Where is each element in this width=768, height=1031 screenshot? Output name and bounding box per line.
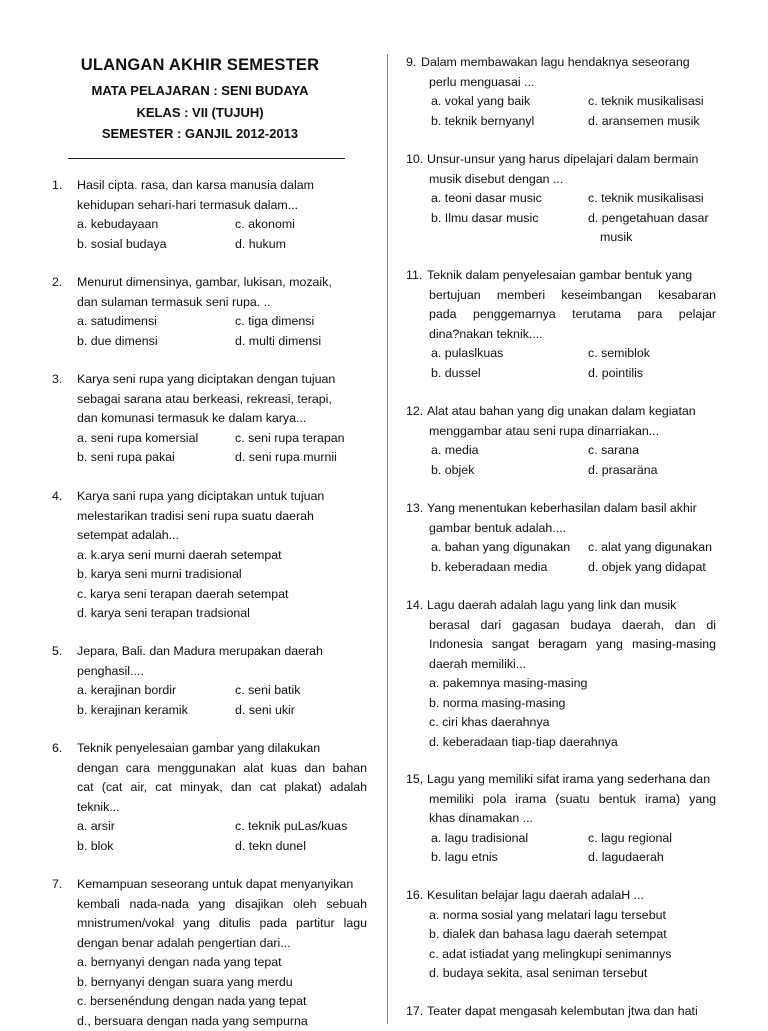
question-text: memiliki pola irama (suatu bentuk irama) yang: [406, 790, 716, 810]
answer-option[interactable]: c. sarana: [588, 441, 639, 461]
question-item: [406, 53, 716, 131]
question-number: 2.: [52, 273, 62, 293]
answer-options: [406, 538, 716, 577]
question-text: cat (cat air, cat minyak, dan cat plakat) adalah: [52, 778, 367, 798]
question-text: gambar bentuk adalah....: [406, 519, 716, 539]
question-line: [406, 713, 716, 733]
answer-option-continuation: musik: [406, 228, 716, 248]
question-text: teknik...: [52, 798, 367, 818]
question-text: a. k.arya seni murni daerah setempat: [52, 546, 367, 566]
answer-option[interactable]: b. blok: [77, 837, 114, 857]
answer-option[interactable]: c. alat yang digunakan: [588, 538, 712, 558]
answer-options: [406, 829, 716, 868]
question-line: [406, 305, 716, 325]
answer-option[interactable]: d. seni rupa murnii: [235, 448, 337, 468]
answer-option[interactable]: d. objek yang didapat: [588, 558, 706, 578]
question-line: [52, 739, 367, 759]
question-text: Menurut dimensinya, gambar, lukisan, mozaik,: [52, 273, 367, 293]
question-number: 17.: [406, 1002, 423, 1022]
answer-options: [52, 681, 367, 720]
question-text: dengan cara menggunakan alat kuas dan bahan: [52, 759, 367, 779]
question-number: 9.: [406, 53, 416, 73]
answer-option[interactable]: d. aransemen musik: [588, 112, 700, 132]
question-text: d. karya seni terapan tradsional: [52, 604, 367, 624]
question-text: sebagai sarana atau berkeasi, rekreasi, terapi,: [52, 390, 367, 410]
question-line: [52, 565, 367, 585]
question-text: bertujuan memberi keseimbangan kesabaran: [406, 286, 716, 306]
question-line: [52, 798, 367, 818]
question-line: [52, 273, 367, 293]
question-text: penghasil....: [52, 662, 367, 682]
question-line: [406, 402, 716, 422]
question-line: [52, 973, 367, 993]
answer-option[interactable]: a. media: [431, 441, 479, 461]
answer-options: [406, 344, 716, 383]
question-line: [406, 616, 716, 636]
question-line: [52, 526, 367, 546]
answer-option[interactable]: a. kerajinan bordir: [77, 681, 176, 701]
answer-option[interactable]: a. pulaslkuas: [431, 344, 503, 364]
question-line: [52, 875, 367, 895]
question-line: [406, 809, 716, 829]
question-line: [406, 73, 716, 93]
question-text: Teknik dalam penyelesaian gambar bentuk yang: [406, 266, 716, 286]
question-text: musik disebut dengan ...: [406, 170, 716, 190]
answer-option[interactable]: b. dussel: [431, 364, 481, 384]
answer-option[interactable]: d. seni ukir: [235, 701, 295, 721]
question-text: dengan benar adalah pengertian dari...: [52, 934, 367, 954]
question-item: [52, 370, 367, 468]
answer-option[interactable]: d. pengetahuan dasar: [588, 209, 709, 229]
question-line: [52, 778, 367, 798]
question-text: b. karya seni murni tradisional: [52, 565, 367, 585]
answer-option[interactable]: b. sosial budaya: [77, 235, 167, 255]
question-text: perlu menguasai ...: [406, 73, 716, 93]
question-line: [406, 266, 716, 286]
question-text: d. keberadaan tiap-tiap daerahnya: [406, 733, 716, 753]
question-text: Indonesia sangat beragam yang masing-masing: [406, 635, 716, 655]
answer-option[interactable]: c. teknik musikalisasi: [588, 92, 704, 112]
question-text: Unsur-unsur yang harus dipelajari dalam bermain: [406, 150, 716, 170]
question-line: [52, 992, 367, 1012]
answer-option[interactable]: a. lagu tradisional: [431, 829, 528, 849]
question-text: Lagu yang memiliki sifat irama yang sederhana dan: [406, 770, 716, 790]
answer-options: [52, 215, 367, 254]
question-line: [52, 914, 367, 934]
question-text: Kesulitan belajar lagu daerah adalaH ...: [406, 886, 716, 906]
answer-option[interactable]: a. satudimensi: [77, 312, 157, 332]
question-line: [406, 770, 716, 790]
question-line: [406, 925, 716, 945]
question-line: [52, 176, 367, 196]
answer-option[interactable]: b. objek: [431, 461, 474, 481]
question-text: c. bersenéndung dengan nada yang tepat: [52, 992, 367, 1012]
question-text: c. karya seni terapan daerah setempat: [52, 585, 367, 605]
question-number: 13.: [406, 499, 423, 519]
question-text: kehidupan sehari-hari termasuk dalam...: [52, 196, 367, 216]
question-line: [52, 370, 367, 390]
question-number: 5.: [52, 642, 62, 662]
question-line: [52, 759, 367, 779]
question-text: Yang menentukan keberhasilan dalam basil akhir: [406, 499, 716, 519]
question-text: dan sulaman termasuk seni rupa. ..: [52, 293, 367, 313]
question-text: Jepara, Bali. dan Madura merupakan daerah: [52, 642, 367, 662]
question-line: [406, 422, 716, 442]
question-line: [406, 886, 716, 906]
answer-option[interactable]: b. teknik bernyanyl: [431, 112, 534, 132]
question-text: Karya seni rupa yang diciptakan dengan tujuan: [52, 370, 367, 390]
question-line: [52, 662, 367, 682]
question-line: [52, 487, 367, 507]
question-text: d. budaya sekita, asal seniman tersebut: [406, 964, 716, 984]
question-line: [52, 934, 367, 954]
question-text: b. bernyanyi dengan suara yang merdu: [52, 973, 367, 993]
question-line: [52, 293, 367, 313]
question-line: [406, 655, 716, 675]
question-text: Hasil cipta. rasa, dan karsa manusia dalam: [52, 176, 367, 196]
question-text: c. adat istiadat yang melingkupi senimannys: [406, 945, 716, 965]
question-line: [52, 196, 367, 216]
question-line: [52, 642, 367, 662]
question-line: [406, 150, 716, 170]
question-line: [406, 519, 716, 539]
question-text: menggambar atau seni rupa dinarriakan...: [406, 422, 716, 442]
question-text: a. pakemnya masing-masing: [406, 674, 716, 694]
question-number: 10.: [406, 150, 423, 170]
exam-semester: SEMESTER : GANJIL 2012-2013: [0, 126, 400, 141]
header-rule: [68, 158, 345, 159]
question-item: [52, 487, 367, 624]
question-line: [406, 906, 716, 926]
question-text: Kemampuan seseorang untuk dapat menyanyikan: [52, 875, 367, 895]
question-number: 14.: [406, 596, 423, 616]
column-divider: [387, 54, 388, 1024]
question-item: [406, 596, 716, 752]
question-number: 11.: [406, 266, 422, 286]
question-line: [52, 390, 367, 410]
question-line: [406, 53, 716, 73]
question-item: [52, 739, 367, 856]
answer-options: [52, 429, 367, 468]
answer-option[interactable]: a. kebudayaan: [77, 215, 158, 235]
question-item: [406, 402, 716, 480]
question-number: 7.: [52, 875, 62, 895]
question-text: Lagu daerah adalah lagu yang link dan musik: [406, 596, 716, 616]
question-number: 4.: [52, 487, 62, 507]
question-line: [406, 635, 716, 655]
question-line: [52, 409, 367, 429]
answer-option[interactable]: b. seni rupa pakai: [77, 448, 175, 468]
answer-option[interactable]: c. teknik puLas/kuas: [235, 817, 347, 837]
question-item: [406, 266, 716, 383]
answer-options: [52, 312, 367, 351]
question-line: [52, 1012, 367, 1031]
question-text: Teater dapat mengasah kelembutan jtwa dan hati: [406, 1002, 716, 1022]
question-text: Karya sani rupa yang diciptakan untuk tujuan: [52, 487, 367, 507]
answer-options: [52, 817, 367, 856]
question-line: [406, 286, 716, 306]
answer-option[interactable]: b. lagu etnis: [431, 848, 498, 868]
question-line: [52, 507, 367, 527]
question-item: [406, 1002, 716, 1022]
question-item: [52, 176, 367, 254]
answer-option[interactable]: a. teoni dasar music: [431, 189, 542, 209]
question-text: a. bernyanyi dengan nada yang tepat: [52, 953, 367, 973]
answer-option[interactable]: d. multi dimensi: [235, 332, 321, 352]
answer-option[interactable]: b. keberadaan media: [431, 558, 547, 578]
question-text: Dalam membawakan lagu hendaknya seseorang: [406, 53, 716, 73]
question-number: 15,: [406, 770, 423, 790]
question-number: 6.: [52, 739, 62, 759]
answer-option[interactable]: b. Ilmu dasar music: [431, 209, 538, 229]
question-line: [406, 964, 716, 984]
question-text: khas dinamakan ...: [406, 809, 716, 829]
answer-option[interactable]: c. akonomi: [235, 215, 295, 235]
question-text: b. dialek dan bahasa lagu daerah setempat: [406, 925, 716, 945]
question-item: [52, 273, 367, 351]
question-text: berasal dari gagasan budaya daerah, dan di: [406, 616, 716, 636]
question-line: [406, 945, 716, 965]
question-line: [52, 895, 367, 915]
question-line: [406, 694, 716, 714]
answer-option[interactable]: b. kerajinan keramik: [77, 701, 188, 721]
question-text: mnistrumen/vokal yang ditulis pada partitur lagu: [52, 914, 367, 934]
question-item: [406, 770, 716, 868]
answer-option[interactable]: c. seni batik: [235, 681, 300, 701]
answer-option[interactable]: c. lagu regional: [588, 829, 672, 849]
question-line: [406, 170, 716, 190]
question-text: kembali nada-nada yang disajikan oleh sebuah: [52, 895, 367, 915]
question-text: dan komunasi termasuk ke dalam karya...: [52, 409, 367, 429]
question-line: [406, 674, 716, 694]
question-number: 1.: [52, 176, 62, 196]
question-line: [406, 325, 716, 345]
answer-option[interactable]: a. vokal yang baik: [431, 92, 530, 112]
question-item: [406, 886, 716, 984]
question-text: pada penggemarnya terutama para pelajar: [406, 305, 716, 325]
question-text: setempat adalah...: [52, 526, 367, 546]
answer-option[interactable]: d. tekn dunel: [235, 837, 306, 857]
question-line: [52, 604, 367, 624]
question-text: Alat atau bahan yang dig unakan dalam kegiatan: [406, 402, 716, 422]
exam-title: ULANGAN AKHIR SEMESTER: [0, 56, 400, 75]
question-item: [52, 875, 367, 1031]
answer-option[interactable]: b. due dimensi: [77, 332, 158, 352]
answer-option[interactable]: c. semiblok: [588, 344, 650, 364]
answer-option[interactable]: d. hukum: [235, 235, 286, 255]
question-text: daerah memiliki...: [406, 655, 716, 675]
answer-options: [406, 92, 716, 131]
question-text: dina?nakan teknik....: [406, 325, 716, 345]
question-line: [406, 499, 716, 519]
question-line: [406, 733, 716, 753]
answer-option[interactable]: a. bahan yang digunakan: [431, 538, 570, 558]
answer-option[interactable]: c. seni rupa terapan: [235, 429, 345, 449]
question-line: [52, 953, 367, 973]
question-number: 12.: [406, 402, 423, 422]
question-number: 16.: [406, 886, 423, 906]
answer-option[interactable]: c. tiga dimensi: [235, 312, 314, 332]
answer-option[interactable]: a. seni rupa komersial: [77, 429, 198, 449]
question-text: c. ciri khas daerahnya: [406, 713, 716, 733]
question-text: melestarikan tradisi seni rupa suatu daerah: [52, 507, 367, 527]
answer-option[interactable]: d. lagudaerah: [588, 848, 664, 868]
answer-options: [406, 189, 716, 228]
question-line: [406, 1002, 716, 1022]
question-item: [406, 499, 716, 577]
question-line: [52, 585, 367, 605]
exam-subject: MATA PELAJARAN : SENI BUDAYA: [0, 83, 400, 98]
question-text: b. norma masing-masing: [406, 694, 716, 714]
question-line: [52, 546, 367, 566]
question-text: Teknik penyelesaian gambar yang dilakukan: [52, 739, 367, 759]
answer-option[interactable]: d. pointilis: [588, 364, 643, 384]
question-text: d., bersuara dengan nada yang sempurna: [52, 1012, 367, 1031]
question-line: [406, 790, 716, 810]
answer-option[interactable]: a. arsir: [77, 817, 115, 837]
answer-option[interactable]: d. prasaräna: [588, 461, 658, 481]
question-item: [52, 642, 367, 720]
exam-class: KELAS : VII (TUJUH): [0, 105, 400, 120]
answer-option[interactable]: c. teknik musikalisasi: [588, 189, 704, 209]
question-text: a. norma sosial yang melatari lagu tersebut: [406, 906, 716, 926]
question-number: 3.: [52, 370, 62, 390]
answer-options: [406, 441, 716, 480]
question-line: [406, 596, 716, 616]
question-item: [406, 150, 716, 248]
